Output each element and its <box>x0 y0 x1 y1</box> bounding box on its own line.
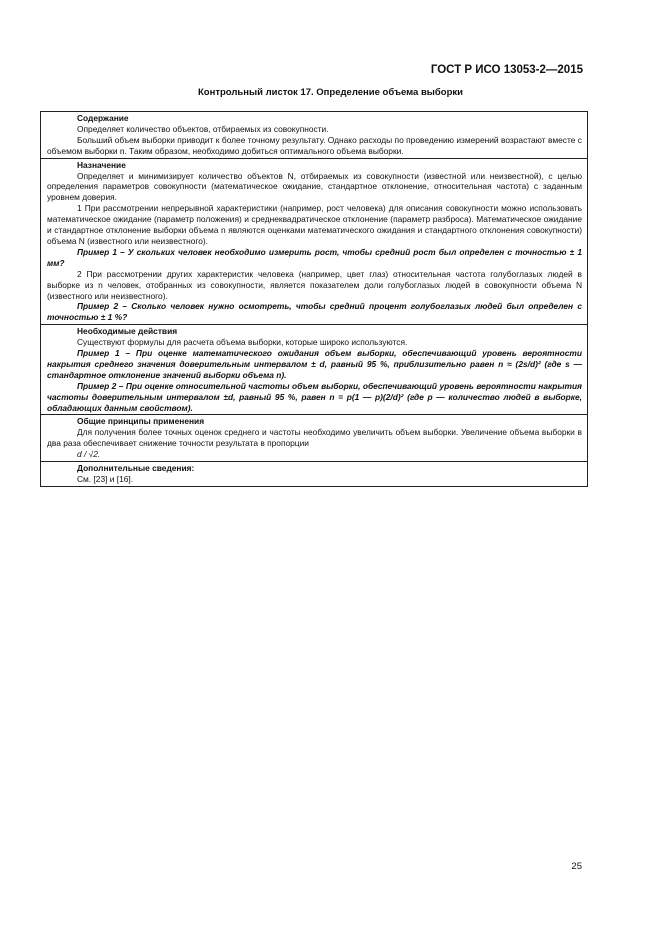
standard-designation: ГОСТ Р ИСО 13053-2—2015 <box>430 64 583 76</box>
example-paragraph: Пример 1 – У скольких человек необходимо измерить рост, чтобы средний рост был определен с точностью ± 1 мм? <box>47 246 582 268</box>
checklist-table <box>40 111 588 487</box>
section-cell <box>41 112 588 159</box>
example-paragraph: Пример 2 – При оценке относительной частоты объем выборки, обеспечивающий уровень вероятности накрытия частоты доверительным интервалом ±d, равный 95 %, равен n = p(1 — p)(2/d)² (где p — количество людей в выборке, обладающих данным свойством). <box>47 380 582 413</box>
example-paragraph: Пример 2 – Сколько человек нужно осмотреть, чтобы средний процент голубоглазых людей был определен с точностью ± 1 %? <box>47 301 582 323</box>
reference-text: См. [23] и [16]. <box>77 474 134 484</box>
section-heading: Дополнительные сведения: <box>77 463 195 474</box>
section-principles-row <box>41 415 588 462</box>
example-paragraph: Пример 1 – При оценке математического ожидания объем выборки, обеспечивающий уровень вероятности накрытия среднего значения доверительным интервалом ± d, равный 95 %, приблизительно равен n ≈ (2s/d)² (где s — стандартное отклонение значений выборки объема n). <box>47 348 582 380</box>
paragraph: Определяет количество объектов, отбираемых из совокупности. <box>77 123 329 134</box>
section-content-row <box>41 112 588 159</box>
paragraph: Существуют формулы для расчета объема выборки, которые широко используются. <box>77 337 408 348</box>
section-cell <box>41 462 588 487</box>
checklist-title: Контрольный листок 17. Определение объема выборки <box>198 87 463 98</box>
section-actions-row <box>41 325 588 415</box>
section-additional-row <box>41 462 588 487</box>
section-cell <box>41 415 588 462</box>
paragraph: Для получения более точных оценок среднего и частоты необходимо увеличить объем выборки. Увеличение объема выборки в два раза обеспечивает снижение точности результата в пропорции <box>47 427 582 449</box>
paragraph: 1 При рассмотрении непрерывной характеристики (например, рост человека) для описания совокупности можно использовать математическое ожидание (параметр положения) и среднеквадратическое отклонение (параметр разброса). Математическое ожидание и стандартное отклонение выборки объема n являются оценками математического ожидания и стандартного отклонения совокупности) объема N (известного или неизвестного). <box>47 203 582 246</box>
paragraph: 2 При рассмотрении других характеристик человека (например, цвет глаз) относительная частота голубоглазых людей в выборке из n человек, отобранных из совокупности, является показателем доли голубоглазых людей в совокупности объема N (известного или неизвестного). <box>47 268 582 301</box>
section-cell <box>41 158 588 325</box>
paragraph: Больший объем выборки приводит к более точному результату. Однако расходы по проведению измерений возрастают вместе с объемом выборки n. Таким образом, необходимо добиться оптимального объема выборки. <box>47 134 582 156</box>
page-number: 25 <box>571 861 582 872</box>
formula: d / √2. <box>77 449 101 460</box>
paragraph: Определяет и минимизирует количество объектов N, отбираемых из совокупности (известной или неизвестной), с целью определения параметров совокупности (математическое ожидание, стандартное отклонение, относительная частота) с заданным уровнем доверия. <box>47 170 582 203</box>
section-purpose-row <box>41 158 588 325</box>
section-cell <box>41 325 588 415</box>
section-heading: Содержание <box>77 113 129 123</box>
section-heading: Необходимые действия <box>77 326 178 337</box>
section-heading: Общие принципы применения <box>77 416 205 427</box>
section-heading: Назначение <box>77 159 126 170</box>
